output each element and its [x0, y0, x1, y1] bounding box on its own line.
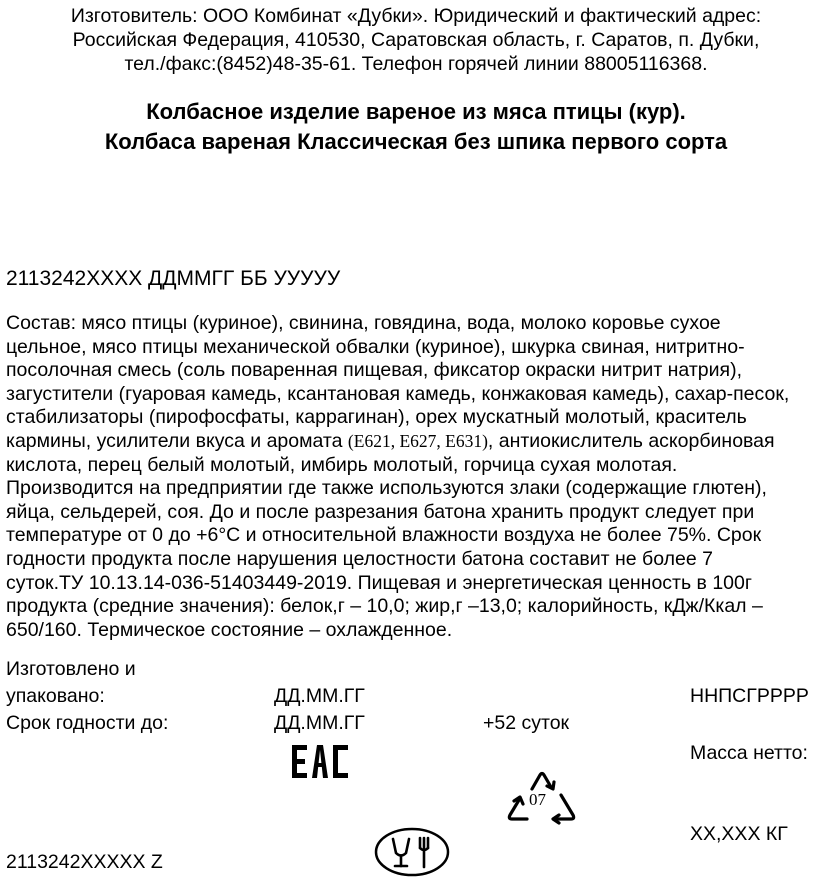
expiry-date: ДД.ММ.ГГ: [274, 712, 365, 734]
made-label-line1: Изготовлено и: [6, 658, 136, 680]
composition-text: [6, 312, 828, 642]
manufacturer-line: тел./факс:(8452)48-35-61. Телефон горячей линии 88005116368.: [124, 53, 708, 75]
mass-label: Масса нетто:: [690, 742, 808, 764]
additive-codes: (Е621, Е627, Е631): [347, 430, 488, 451]
composition-line: температуре от 0 до +6°С и относительной влажности воздуха не более 75%. Срок: [6, 524, 762, 547]
composition-line: кислота, перец белый молотый, имбирь молотый, горчица сухая молотая.: [6, 453, 678, 476]
composition-line: продукта (средние значения): белок,г – 10,0; жир,г –13,0; калорийность, кДж/Ккал –: [6, 595, 763, 618]
manufacturer-line: Российская Федерация, 410530, Саратовская область, г. Саратов, п. Дубки,: [72, 29, 760, 51]
batch-code: 2113242XXXX ДДММГГ ББ УУУУУ: [6, 267, 341, 290]
product-title: [0, 97, 832, 157]
made-date: ДД.ММ.ГГ: [274, 685, 365, 707]
shelf-life: +52 суток: [483, 712, 570, 734]
barcode-code: 2113242XXXXX Z: [6, 851, 163, 873]
composition-line: годности продукта после нарушения целостности батона составит не более 7: [6, 547, 713, 570]
eac-mark-icon: [292, 745, 350, 779]
composition-line: Производится на предприятии где также используются злаки (содержащие глютен),: [6, 477, 767, 500]
composition-line: цельное, мясо птицы механической обвалки (куриное), шкурка свиная, нитритно-: [6, 335, 745, 358]
composition-line: яйца, сельдерей, соя. До и после разрезания батона хранить продукт следует при: [6, 500, 755, 523]
composition-line: Состав: мясо птицы (куриное), свинина, говядина, вода, молоко коровье сухое: [6, 312, 721, 334]
composition-line: загустители (гуаровая камедь, ксантановая камедь, конжаковая камедь), сахар-песок,: [6, 382, 790, 405]
lot-number: ННПСГРРРР: [690, 685, 809, 707]
composition-line: суток.ТУ 10.13.14-036-51403449-2019. Пищевая и энергетическая ценность в 100г: [6, 571, 752, 594]
mass-value: ХХ,ХХХ КГ: [690, 823, 788, 845]
product-title-line: Колбасное изделие вареное из мяса птицы (кур).: [146, 99, 686, 124]
composition-line: [6, 430, 828, 454]
made-label-line2: упаковано:: [6, 685, 105, 707]
manufacturer-line: Изготовитель: ООО Комбинат «Дубки». Юридический и фактический адрес:: [70, 5, 762, 27]
recycle-number: 07: [529, 790, 546, 809]
food-contact-icon: [373, 826, 451, 878]
composition-text-part: кармины, усилители вкуса и аромата: [6, 429, 348, 452]
composition-line: посолочная смесь (соль поваренная пищевая, фиксатор окраски нитрит натрия),: [6, 359, 742, 382]
composition-line: 650/160. Термическое состояние – охлажденное.: [6, 618, 453, 641]
expiry-label: Срок годности до:: [6, 712, 169, 734]
composition-line: стабилизаторы (пирофосфаты, каррагинан), орех мускатный молотый, краситель: [6, 406, 747, 429]
manufacturer-info: [0, 4, 832, 76]
composition-text-part: , антиокислитель аскорбиновая: [487, 429, 775, 452]
product-title-line: Колбаса вареная Классическая без шпика первого сорта: [104, 129, 728, 154]
